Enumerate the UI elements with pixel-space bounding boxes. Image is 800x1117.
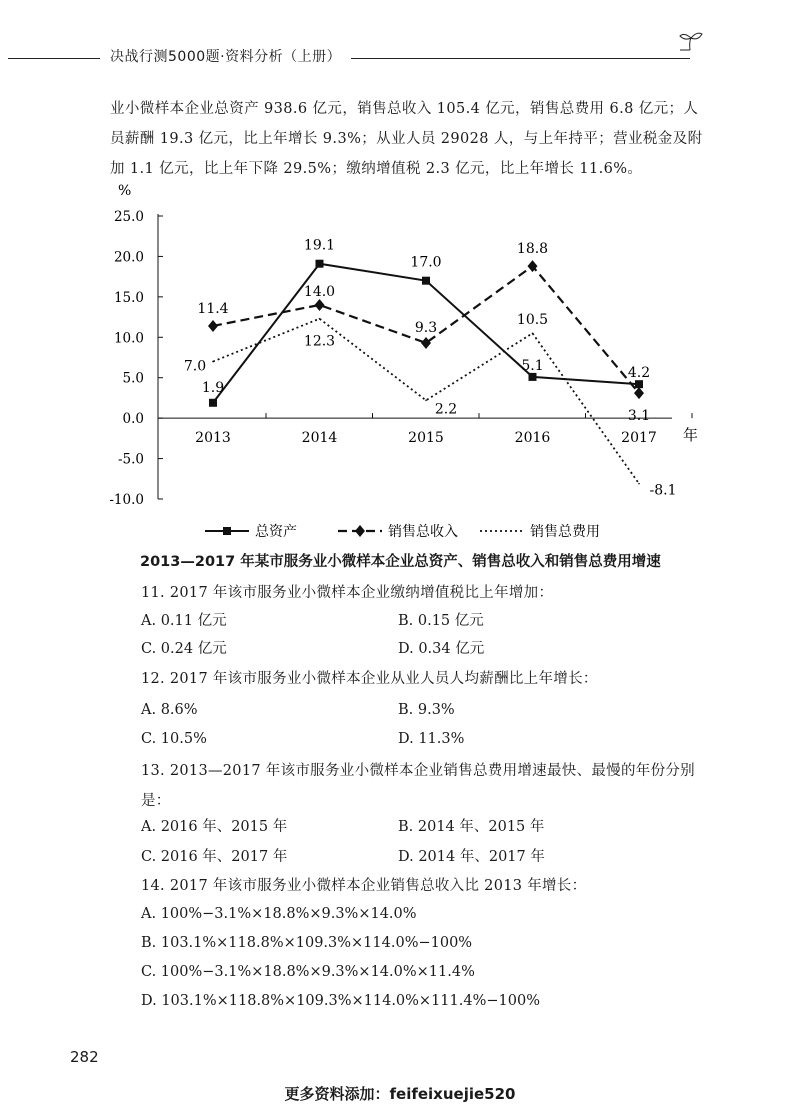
data-label: 10.5 bbox=[516, 312, 549, 329]
page-number: 282 bbox=[70, 1048, 99, 1066]
data-label: -8.1 bbox=[649, 482, 677, 499]
data-label: 2.2 bbox=[434, 401, 458, 418]
q13-option-d[interactable]: D. 2014 年、2017 年 bbox=[398, 849, 545, 865]
data-point-diamond bbox=[421, 337, 431, 349]
data-label: 1.9 bbox=[201, 379, 225, 396]
y-tick-label: -10.0 bbox=[109, 492, 144, 508]
data-point-dot bbox=[532, 332, 534, 334]
q13-option-b[interactable]: B. 2014 年、2015 年 bbox=[398, 819, 545, 835]
data-point-square bbox=[316, 260, 324, 268]
chart-title: 2013—2017 年某市服务业小微样本企业总资产、销售总收入和销售总费用增速 bbox=[140, 554, 661, 570]
question-11-stem: 11. 2017 年该市服务业小微样本企业缴纳增值税比上年增加： bbox=[141, 585, 554, 601]
x-axis-unit-label: 年 bbox=[683, 426, 699, 445]
header-title: 决战行测5000题·资料分析（上册） bbox=[100, 46, 351, 66]
q14-option-d[interactable]: D. 103.1%×118.8%×109.3%×114.0%×111.4%−100% bbox=[141, 993, 540, 1009]
q14-option-a[interactable]: A. 100%−3.1%×18.8%×9.3%×14.0% bbox=[141, 906, 417, 922]
q14-option-c[interactable]: C. 100%−3.1%×18.8%×9.3%×14.0%×11.4% bbox=[141, 964, 475, 980]
q13-option-c[interactable]: C. 2016 年、2017 年 bbox=[141, 849, 288, 865]
question-12-stem: 12. 2017 年该市服务业小微样本企业从业人员人均薪酬比上年增长： bbox=[141, 671, 598, 687]
y-tick-label: 20.0 bbox=[113, 249, 144, 266]
data-label: 5.1 bbox=[521, 357, 544, 374]
q12-option-d[interactable]: D. 11.3% bbox=[398, 731, 465, 747]
data-point-dot bbox=[319, 318, 321, 320]
x-tick-label: 2014 bbox=[301, 430, 338, 447]
sprout-icon bbox=[678, 30, 704, 52]
data-point-square bbox=[635, 380, 643, 388]
data-point-dot bbox=[425, 400, 427, 402]
q11-option-d[interactable]: D. 0.34 亿元 bbox=[398, 641, 485, 657]
y-tick-label: 15.0 bbox=[113, 289, 144, 306]
y-tick-label: 0.0 bbox=[122, 411, 144, 428]
data-label: 3.1 bbox=[627, 408, 651, 425]
y-tick-label: 10.0 bbox=[113, 330, 144, 347]
data-point-dot bbox=[638, 483, 640, 485]
legend-label: 总资产 bbox=[255, 524, 297, 540]
legend-marker-diamond bbox=[355, 525, 365, 537]
question-13-stem: 13. 2013—2017 年该市服务业小微样本企业销售总费用增速最快、最慢的年份分别是： bbox=[141, 763, 695, 809]
q12-option-c[interactable]: C. 10.5% bbox=[141, 731, 207, 747]
data-point-diamond bbox=[208, 320, 218, 332]
y-tick-label: 25.0 bbox=[113, 209, 144, 225]
data-label: 14.0 bbox=[303, 283, 336, 300]
data-point-diamond bbox=[634, 387, 644, 399]
data-label: 19.1 bbox=[303, 237, 336, 254]
data-label: 17.0 bbox=[410, 254, 442, 271]
data-label: 4.2 bbox=[627, 365, 651, 382]
y-axis-unit-label: % bbox=[118, 183, 132, 199]
x-tick-label: 2015 bbox=[408, 430, 444, 447]
question-14-stem: 14. 2017 年该市服务业小微样本企业销售总收入比 2013 年增长： bbox=[141, 878, 587, 894]
q11-option-a[interactable]: A. 0.11 亿元 bbox=[141, 613, 227, 629]
data-label: 11.4 bbox=[197, 300, 229, 317]
q12-option-a[interactable]: A. 8.6% bbox=[141, 702, 198, 718]
y-tick-label: 5.0 bbox=[122, 370, 144, 387]
q11-option-c[interactable]: C. 0.24 亿元 bbox=[141, 641, 227, 657]
legend-label: 销售总费用 bbox=[530, 524, 600, 540]
y-tick-label: -5.0 bbox=[117, 451, 144, 468]
q13-option-a[interactable]: A. 2016 年、2015 年 bbox=[141, 819, 288, 835]
data-point-square bbox=[422, 277, 430, 285]
q14-option-b[interactable]: B. 103.1%×118.8%×109.3%×114.0%−100% bbox=[141, 935, 473, 951]
data-label: 12.3 bbox=[303, 333, 336, 350]
data-point-square bbox=[209, 399, 217, 407]
legend-marker-square bbox=[223, 527, 231, 535]
q11-option-b[interactable]: B. 0.15 亿元 bbox=[398, 613, 484, 629]
growth-line-chart bbox=[0, 175, 800, 555]
x-tick-label: 2017 bbox=[621, 430, 657, 447]
data-point-diamond bbox=[315, 299, 325, 311]
legend-label: 销售总收入 bbox=[388, 524, 458, 540]
data-label: 18.8 bbox=[516, 241, 549, 258]
q12-option-b[interactable]: B. 9.3% bbox=[398, 702, 455, 718]
intro-paragraph: 业小微样本企业总资产 938.6 亿元，销售总收入 105.4 亿元，销售总费用 6.8 亿元；人员薪酬 19.3 亿元，比上年增长 9.3%；从业人员 29028 人，与上年持平；营业税金及附加 1.1 亿元，比上年下降 29.5%；缴纳增值税 2.3 亿元，比上年增长 11.6%。 bbox=[110, 101, 703, 177]
x-tick-label: 2016 bbox=[514, 430, 551, 447]
x-tick-label: 2013 bbox=[195, 430, 231, 447]
data-label: 7.0 bbox=[183, 358, 207, 375]
data-point-dot bbox=[212, 361, 214, 363]
data-label: 9.3 bbox=[414, 319, 438, 336]
data-point-square bbox=[529, 373, 537, 381]
footer-note: 更多资料添加：feifeixuejie520 bbox=[284, 1085, 516, 1103]
